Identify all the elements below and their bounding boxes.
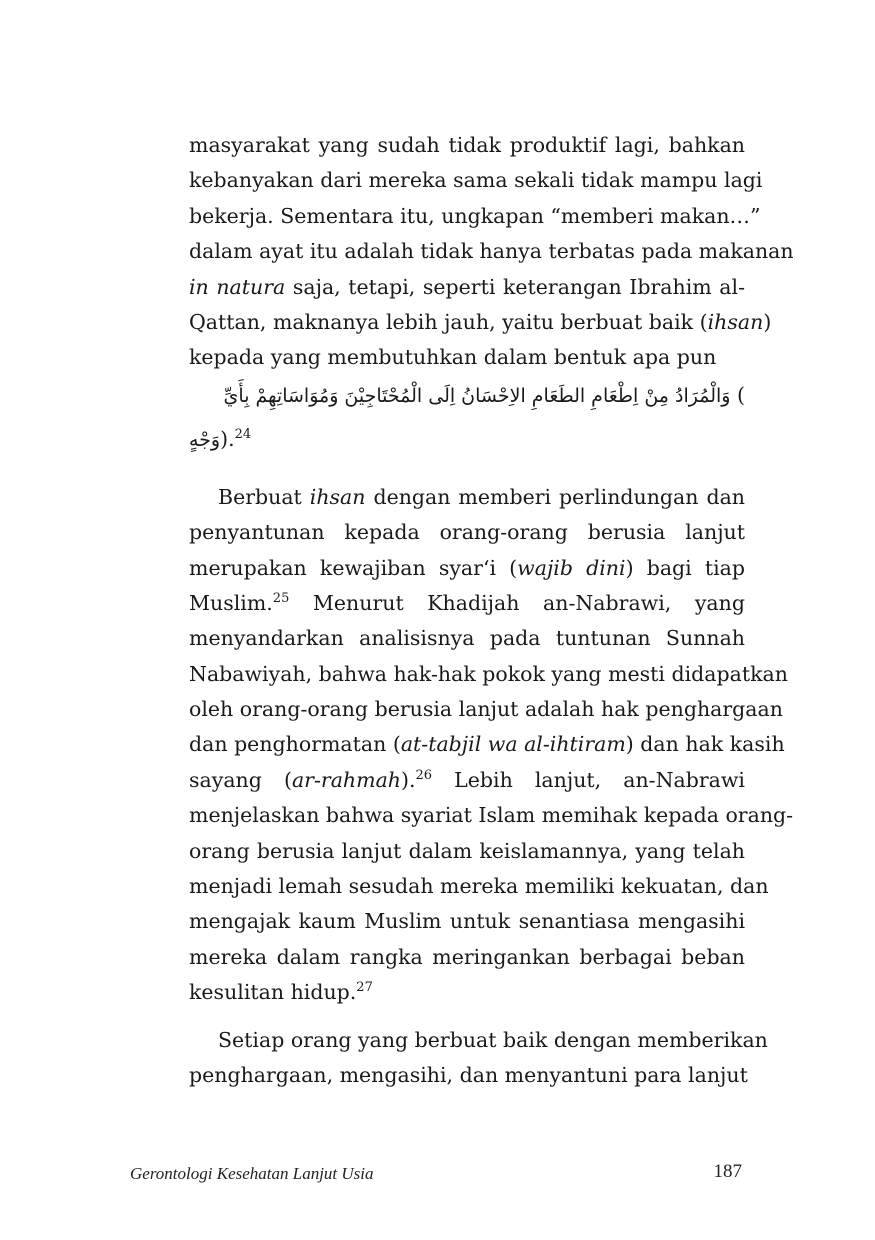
arabic-quote-line	[189, 422, 745, 468]
text-line: sayang (ar-rahmah).$^{26}$ Lebih lanjut, an-Nabrawi	[189, 767, 745, 792]
text-line: mereka dalam rangka meringankan berbagai beban	[189, 944, 745, 969]
body-text	[189, 128, 794, 1093]
text-line: dan penghormatan (at-tabjil wa al-ihtiram) dan hak kasih	[189, 732, 785, 757]
footnote-ref: 25	[272, 590, 290, 606]
text-line: merupakan kewajiban syar‘i (wajib dini) bagi tiap	[189, 555, 746, 580]
open-paren: (	[737, 382, 745, 407]
arabic-quote: وَالْمُرَادُ مِنْ اِطْعَامِ الطَعَامِ الاِحْسَانُ اِلَى الْمُحْتَاجِيْنَ وَمُوَاسَاتِهِمْ بِأَيِّ	[223, 384, 731, 407]
page-number: 187	[713, 1161, 742, 1182]
arabic-quote: وَجْهٍ	[189, 428, 221, 451]
text-line: kebanyakan dari mereka sama sekali tidak mampu lagi	[189, 168, 763, 193]
text-line: Muslim.$^{25}$ Menurut Khadijah an-Nabrawi, yang	[189, 590, 745, 615]
running-footer-title: Gerontologi Kesehatan Lanjut Usia	[130, 1164, 374, 1183]
text-line: dalam ayat itu adalah tidak hanya terbatas pada makanan	[189, 239, 794, 264]
close-paren: ).	[220, 426, 235, 451]
italic-term: at-tabjil wa al-ihtiram	[400, 732, 626, 757]
arabic-quote-line	[189, 378, 745, 422]
footnote-ref: 27	[356, 980, 373, 996]
text-line: Setiap orang yang berbuat baik dengan memberikan	[218, 1027, 768, 1052]
italic-term: ihsan	[707, 309, 764, 334]
italic-term: ihsan	[309, 484, 366, 509]
text-line: menjelaskan bahwa syariat Islam memihak kepada orang-	[189, 803, 794, 828]
text-line: bekerja. Sementara itu, ungkapan “memberi makan…”	[189, 203, 761, 228]
italic-term: wajib dini	[517, 555, 626, 580]
italic-term: ar-rahmah	[291, 767, 401, 792]
text-line: penghargaan, mengasihi, dan menyantuni para lanjut	[189, 1062, 748, 1087]
text-line: Nabawiyah, bahwa hak-hak pokok yang mesti didapatkan	[189, 661, 788, 686]
paragraph-2	[189, 480, 794, 1011]
paragraph-1	[189, 128, 794, 468]
italic-term: in natura	[189, 274, 286, 299]
text-line: menjadi lemah sesudah mereka memiliki kekuatan, dan	[189, 874, 769, 899]
text-line: Qattan, maknanya lebih jauh, yaitu berbuat baik (ihsan)	[189, 309, 772, 334]
text-line: in natura saja, tetapi, seperti keterangan Ibrahim al-	[189, 274, 745, 299]
text-line: penyantunan kepada orang-orang berusia lanjut	[189, 520, 745, 545]
text-line: kepada yang membutuhkan dalam bentuk apa pun	[189, 345, 717, 370]
text-line: masyarakat yang sudah tidak produktif lagi, bahkan	[189, 133, 745, 157]
footnote-ref: 24	[234, 426, 252, 442]
text-line: kesulitan hidup.$^{27}$	[189, 980, 373, 1005]
text-line: Berbuat ihsan dengan memberi perlindungan dan	[218, 484, 745, 509]
text-line: oleh orang-orang berusia lanjut adalah hak penghargaan	[189, 697, 783, 722]
text-line: mengajak kaum Muslim untuk senantiasa mengasihi	[189, 909, 745, 934]
text-line: orang berusia lanjut dalam keislamannya, yang telah	[189, 838, 745, 863]
paragraph-3	[189, 1023, 768, 1094]
text-line: menyandarkan analisisnya pada tuntunan Sunnah	[189, 626, 745, 651]
footnote-ref: 26	[415, 767, 433, 783]
